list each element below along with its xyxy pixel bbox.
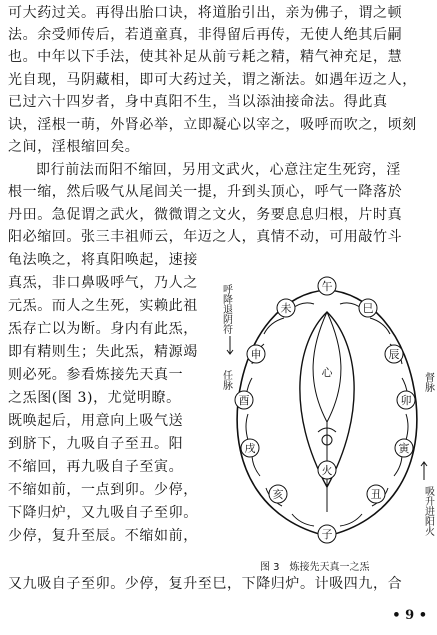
branch-label: 寅 (398, 442, 410, 455)
branch-label: 巳 (362, 302, 374, 315)
text-line-left: 之炁图(图 3)，尤觉明瞭。 (8, 390, 181, 406)
heart-label: 心 (321, 366, 333, 379)
text-line: 之间，淫根缩回矣。 (8, 139, 140, 155)
text-line-left: 到脐下，九吸自子至丑。阳 (8, 436, 184, 452)
text-line: 已过六十四岁者，身中真阳不生，当以添油接命法。得此真 (8, 94, 388, 110)
text-line: 丹田。急促谓之武火，微微谓之文火，务要息息归根，片时真 (8, 207, 403, 223)
figure-caption: 图 3 炼接先天真一之炁 (260, 562, 370, 573)
label-exhale-descend: 呼降退阴符 (220, 284, 232, 334)
text-line: 法。余受师传后，若逍童真，非得留后再传，无使人绝其后嗣 (8, 27, 403, 43)
page-number: • 9 • (392, 608, 427, 623)
text-line-left: 炁存亡以为断。身内有此炁， (8, 321, 198, 337)
text-line-left: 不缩回，再九吸自子至寅。 (8, 459, 184, 475)
branch-label: 丑 (370, 488, 382, 501)
branch-label: 未 (280, 302, 292, 315)
branch-label: 子 (321, 528, 333, 541)
arrow-down-icon (227, 336, 233, 354)
text-line-left: 即有精则生；失此炁，精源竭 (8, 344, 198, 360)
text-line-left: 元炁。而人之生死，实赖此祖 (8, 298, 198, 314)
arrow-up-icon (421, 462, 427, 480)
fire-label: 火 (321, 464, 333, 477)
text-line-left: 既唤起后，用意向上吸气送 (8, 413, 184, 429)
text-line-left: 不缩如前，一点到卯。少停， (8, 482, 198, 498)
text-line-left: 真炁，非口鼻吸呼气，乃人之 (8, 275, 198, 291)
figure-3 (218, 272, 436, 572)
text-line-left: 龟法唤之，将真阳唤起，速接 (8, 252, 198, 268)
text-line-left: 则必死。参看炼接先天真一 (8, 367, 184, 383)
text-line-last: 又九吸自子至卯。少停，复升至巳，下降归炉。计吸四九，合 (8, 576, 403, 592)
text-line: 诀，淫根一萌，外肾必举，立即凝心以宰之，吸呼而吹之，顷刻 (8, 117, 417, 133)
branch-label: 酉 (238, 394, 250, 407)
text-line: 阳必缩回。张三丰祖师云，年迈之人，真情不动，可用敲竹斗 (8, 229, 403, 245)
text-line: 光自现，马阴藏相，即可大药过关，谓之渐法。如遇年迈之人， (8, 72, 417, 88)
text-line: 也。中年以下手法，使其补足从前亏耗之精，精气神充足，慧 (8, 49, 403, 65)
figure-3-diagram (218, 272, 436, 572)
text-line: 可大药过关。再得出胎口诀，将道胎引出，亲为佛子，谓之顿 (8, 5, 403, 21)
text-line-indented: 即行前法而阳不缩回，另用文武火，心意注定生死窍，淫 (36, 162, 401, 178)
text-line-left: 下降归炉，又九吸自子至卯。 (8, 505, 198, 521)
text-line-left: 少停，复升至辰。不缩如前， (8, 528, 198, 544)
label-ren-meridian: 任脉 (220, 370, 232, 390)
label-du-meridian: 督脉 (422, 372, 434, 392)
label-inhale-ascend: 吸升进阳火 (422, 486, 434, 536)
branch-label: 亥 (272, 488, 284, 501)
branch-label: 戌 (244, 442, 256, 455)
branch-label: 卯 (400, 394, 412, 407)
branch-label: 申 (250, 348, 262, 361)
branch-label: 午 (321, 280, 333, 293)
text-line: 根一缩，然后吸气从尾闾关一提，升到头顶心，呼气一降落於 (8, 184, 403, 200)
branch-label: 辰 (388, 348, 400, 361)
